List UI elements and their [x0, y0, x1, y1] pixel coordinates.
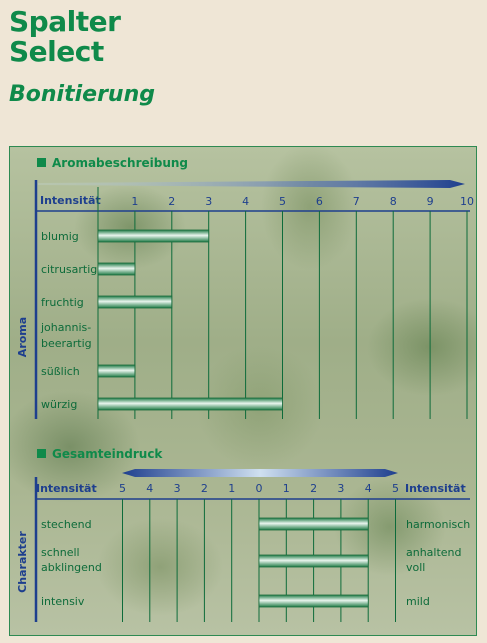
chart-1-bar [98, 398, 283, 410]
chart-2-tick-label: 5 [119, 482, 126, 495]
chart-2-scale-arrow [122, 469, 398, 477]
chart-1-bar [98, 230, 209, 242]
chart-1-category-label: süßlich [41, 365, 80, 378]
chart-1-category-label: johannis-beerartig [41, 321, 92, 350]
chart-2-group-label: Charakter [16, 531, 29, 593]
chart-2-tick-label: 2 [310, 482, 318, 495]
chart-1-category-label: würzig [41, 398, 78, 411]
chart-2-tick-label: 1 [228, 482, 236, 495]
chart-2-right-category-label: anhaltend voll [406, 546, 462, 574]
chart-2-tick-label: 3 [173, 482, 181, 495]
chart-2-tick-label: 5 [392, 482, 399, 495]
aroma-chart [16, 156, 474, 419]
chart-2-tick-label: 3 [337, 482, 345, 495]
chart-2-left-category-label: schnell abklingend [41, 546, 102, 574]
page-subtitle: Bonitierung [9, 82, 155, 107]
chart-2-tick-label: 1 [282, 482, 290, 495]
chart-1-tick-label: 4 [242, 195, 250, 208]
chart-1-tick-label: 8 [389, 195, 397, 208]
chart-2-right-category-label: mild [406, 595, 430, 608]
chart-1-scale-arrow [38, 180, 465, 188]
chart-1-tick-label: 5 [279, 195, 286, 208]
chart-2-title: Gesamteindruck [52, 447, 163, 461]
chart-2-tick-label: 2 [200, 482, 208, 495]
chart-panel [9, 146, 477, 636]
chart-1-tick-label: 2 [168, 195, 176, 208]
chart-1-category-label: blumig [41, 230, 79, 243]
chart-1-category-label: citrusartig [41, 263, 98, 276]
chart-1-title: Aromabeschreibung [52, 156, 189, 170]
chart-2-tick-label: 4 [146, 482, 154, 495]
chart-2-left-category-label: intensiv [41, 595, 85, 608]
chart-2-bar [259, 555, 368, 567]
product-name-line-2: Select [9, 35, 104, 68]
chart-2-scale-label-left: Intensität [36, 482, 97, 495]
overall-impression-chart [16, 447, 470, 622]
chart-1-tick-label: 10 [460, 195, 474, 208]
chart-1-group-label: Aroma [16, 316, 29, 358]
chart-1-title-marker [37, 158, 46, 167]
chart-2-left-category-label: stechend [41, 518, 92, 531]
chart-1-bar [98, 263, 135, 275]
chart-1-tick-label: 1 [131, 195, 139, 208]
chart-1-tick-label: 3 [205, 195, 213, 208]
chart-1-bar [98, 365, 135, 377]
chart-2-bar [259, 595, 368, 607]
chart-1-bar [98, 296, 172, 308]
product-name-line-1: Spalter [9, 5, 121, 38]
chart-1-tick-label: 7 [352, 195, 360, 208]
chart-1-tick-label: 6 [315, 195, 323, 208]
chart-2-title-marker [37, 449, 46, 458]
chart-2-scale-label-right: Intensität [405, 482, 466, 495]
chart-1-category-label: fruchtig [41, 296, 84, 309]
chart-2-tick-label: 4 [364, 482, 372, 495]
chart-2-tick-label: 0 [255, 482, 263, 495]
chart-2-bar [259, 518, 368, 530]
chart-1-tick-label: 9 [426, 195, 434, 208]
chart-1-scale-label: Intensität [40, 194, 101, 207]
chart-2-right-category-label: harmonisch [406, 518, 471, 531]
chart-canvas [10, 147, 478, 637]
